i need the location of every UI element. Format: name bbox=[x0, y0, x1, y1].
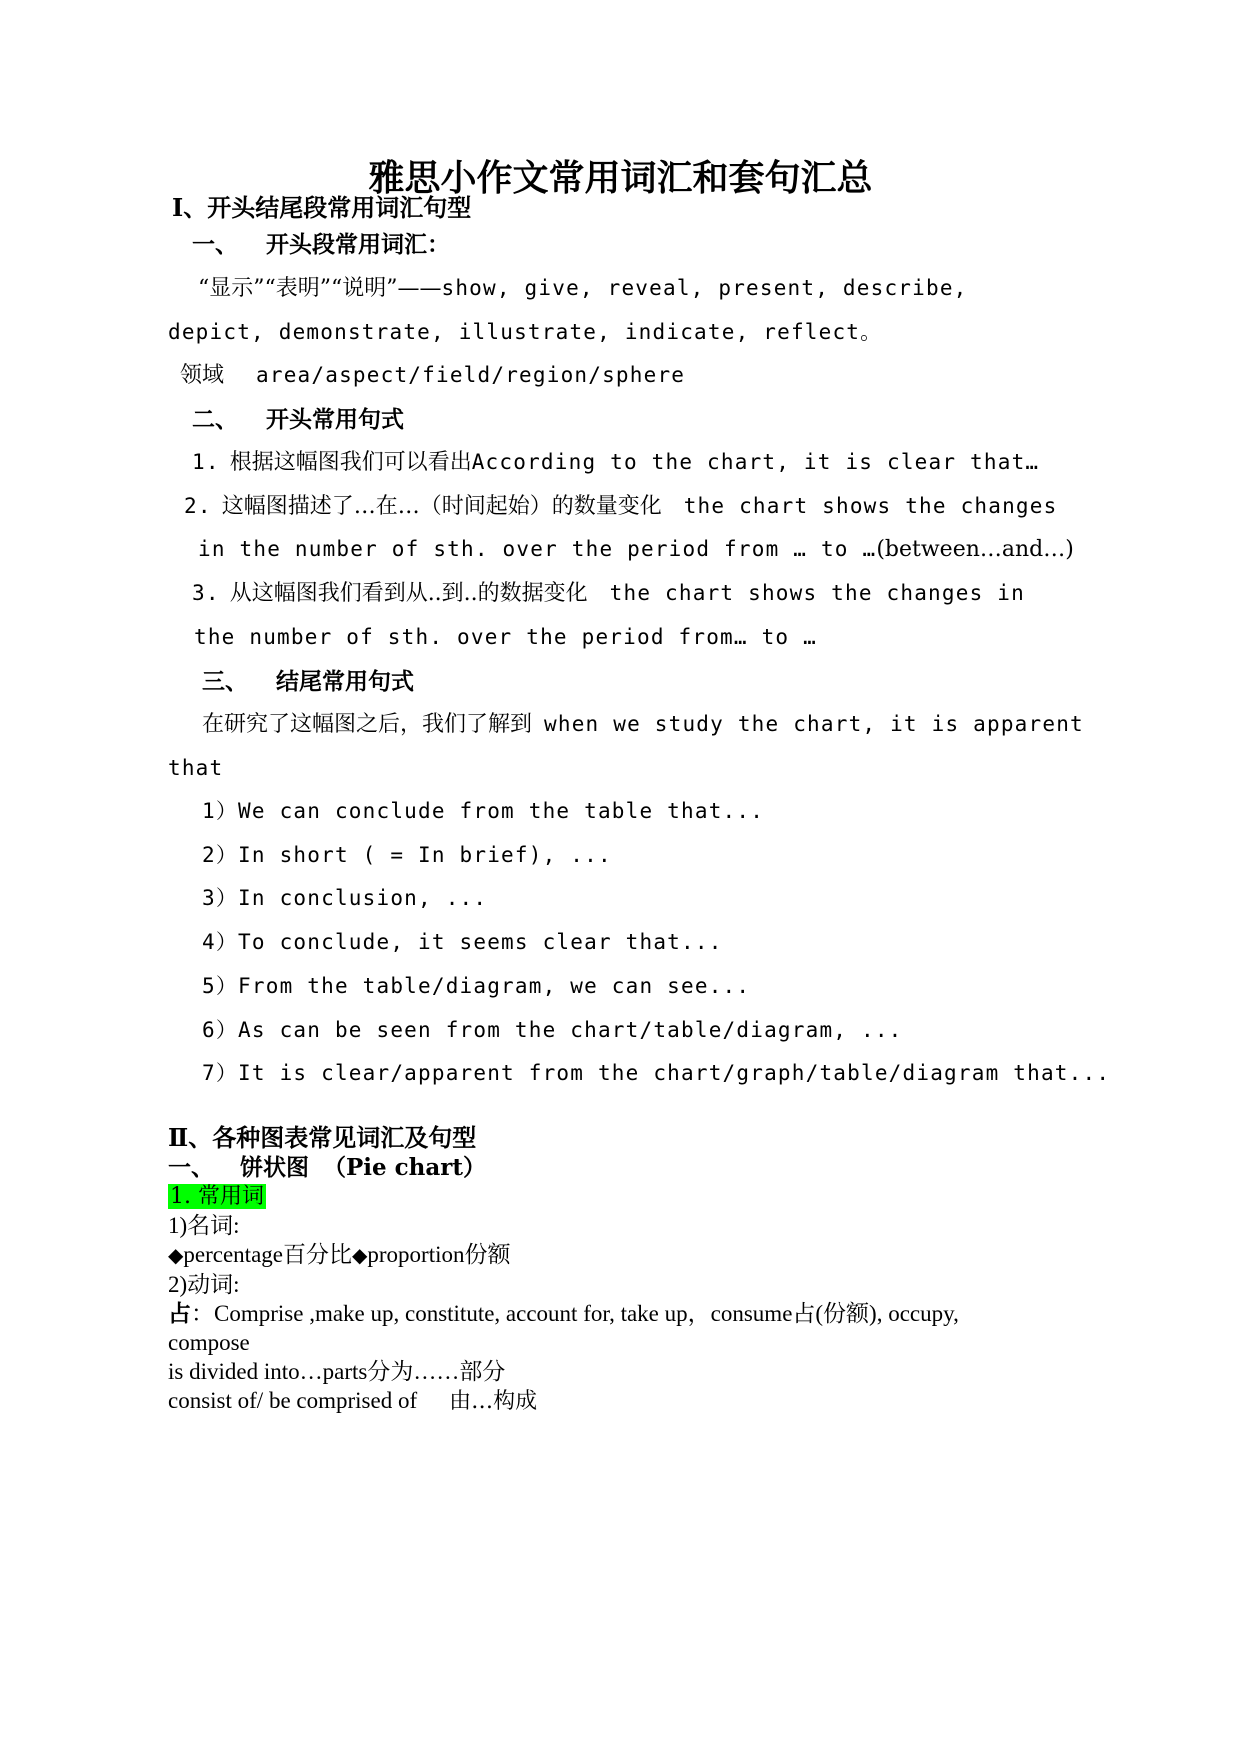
item-cn: 这幅图描述了…在…（时间起始）的数量变化 bbox=[221, 494, 662, 519]
item-cn: 根据这幅图我们可以看出 bbox=[229, 450, 472, 475]
item-en: the chart shows the changes in bbox=[609, 581, 1025, 605]
noun-list bbox=[168, 1243, 510, 1266]
section-number: 三、 bbox=[202, 668, 248, 695]
item-en: According to the chart, it is clear that… bbox=[471, 450, 1040, 474]
section-heading-closing-sentences bbox=[202, 670, 414, 693]
closing-intro-continued: that bbox=[168, 756, 224, 780]
section-title: 开头常用句式 bbox=[266, 406, 404, 433]
vocab-line-area bbox=[180, 365, 685, 387]
verb-label: 2)动词: bbox=[168, 1272, 240, 1297]
vocab-line-show bbox=[198, 278, 968, 300]
item-cn: 从这幅图我们看到从..到..的数据变化 bbox=[229, 581, 588, 606]
section-title: 饼状图 bbox=[240, 1154, 309, 1181]
vocab-en: show, give, reveal, present, describe, bbox=[441, 276, 968, 300]
noun-item: proportion份额 bbox=[367, 1242, 511, 1267]
item-en-cont: in the number of sth. over the period from … to … bbox=[198, 537, 877, 561]
occupy-label: 占 bbox=[168, 1301, 191, 1326]
section-heading-opening-sentences bbox=[192, 408, 404, 431]
section-title-en: （Pie chart） bbox=[323, 1154, 487, 1181]
closing-item-4: 4）To conclude, it seems clear that... bbox=[202, 930, 723, 954]
item-en: the chart shows the changes bbox=[683, 494, 1058, 518]
section-number: 一、 bbox=[168, 1154, 214, 1181]
part2-heading: Ⅱ、各种图表常见词汇及句型 bbox=[168, 1123, 477, 1152]
section-title: 结尾常用句式 bbox=[276, 668, 414, 695]
closing-item-3: 3）In conclusion, ... bbox=[202, 886, 488, 910]
occupy-line-continued: compose bbox=[168, 1330, 250, 1355]
closing-item-5: 5）From the table/diagram, we can see... bbox=[202, 974, 751, 998]
opening-item-2-continued bbox=[198, 539, 1074, 561]
consist-en: consist of/ be comprised of bbox=[168, 1388, 418, 1413]
vocab-cn: “显示”“表明”“说明”—— bbox=[198, 276, 442, 301]
opening-item-2 bbox=[184, 496, 1057, 518]
diamond-bullet-icon: ◆ bbox=[168, 1243, 184, 1267]
occupy-text: ：Comprise ,make up, constitute, account for, take up，consume占(份额), occupy, bbox=[191, 1301, 959, 1326]
section-number: 二、 bbox=[192, 406, 238, 433]
subheading-common-words bbox=[168, 1184, 266, 1208]
opening-item-3-continued: the number of sth. over the period from… to … bbox=[194, 625, 817, 649]
item-number: 2. bbox=[184, 494, 212, 518]
noun-label: 1)名词: bbox=[168, 1213, 240, 1238]
section-title: 开头段常用词汇： bbox=[266, 231, 450, 258]
diamond-bullet-icon: ◆ bbox=[351, 1243, 368, 1267]
noun-item: percentage百分比 bbox=[183, 1242, 352, 1267]
item-number: 3. bbox=[192, 581, 220, 605]
vocab-en: area/aspect/field/region/sphere bbox=[256, 363, 686, 387]
vocab-line-depict: depict, demonstrate, illustrate, indicate, reflect。 bbox=[168, 320, 883, 344]
closing-intro bbox=[202, 714, 1084, 736]
highlighted-subheading: 1. 常用词 bbox=[170, 1184, 264, 1209]
closing-intro-cn: 在研究了这幅图之后，我们了解到 bbox=[202, 712, 533, 737]
section-heading-opening-vocab bbox=[192, 233, 450, 256]
vocab-cn: 领域 bbox=[180, 363, 225, 388]
consist-cn: 由…构成 bbox=[449, 1389, 538, 1414]
opening-item-1 bbox=[192, 452, 1039, 474]
closing-item-1: 1）We can conclude from the table that... bbox=[202, 799, 765, 823]
section-number: 一、 bbox=[192, 231, 238, 258]
divided-line: is divided into…parts分为……部分 bbox=[168, 1359, 506, 1384]
part1-heading: Ⅰ、开头结尾段常用词汇句型 bbox=[172, 193, 472, 222]
closing-item-7: 7）It is clear/apparent from the chart/graph/table/diagram that... bbox=[202, 1061, 1111, 1085]
item-number: 1. bbox=[192, 450, 220, 474]
closing-intro-en: when we study the chart, it is apparent bbox=[544, 712, 1084, 736]
consist-line bbox=[168, 1389, 537, 1413]
page-title: 雅思小作文常用词汇和套句汇总 bbox=[368, 157, 873, 199]
opening-item-3 bbox=[192, 583, 1025, 605]
closing-item-2: 2）In short ( = In brief), ... bbox=[202, 843, 612, 867]
section-heading-pie-chart bbox=[168, 1156, 486, 1179]
closing-item-6: 6）As can be seen from the chart/table/diagram, ... bbox=[202, 1018, 903, 1042]
item-en-cont-range: (between…and…) bbox=[876, 537, 1074, 562]
occupy-line bbox=[168, 1302, 959, 1325]
